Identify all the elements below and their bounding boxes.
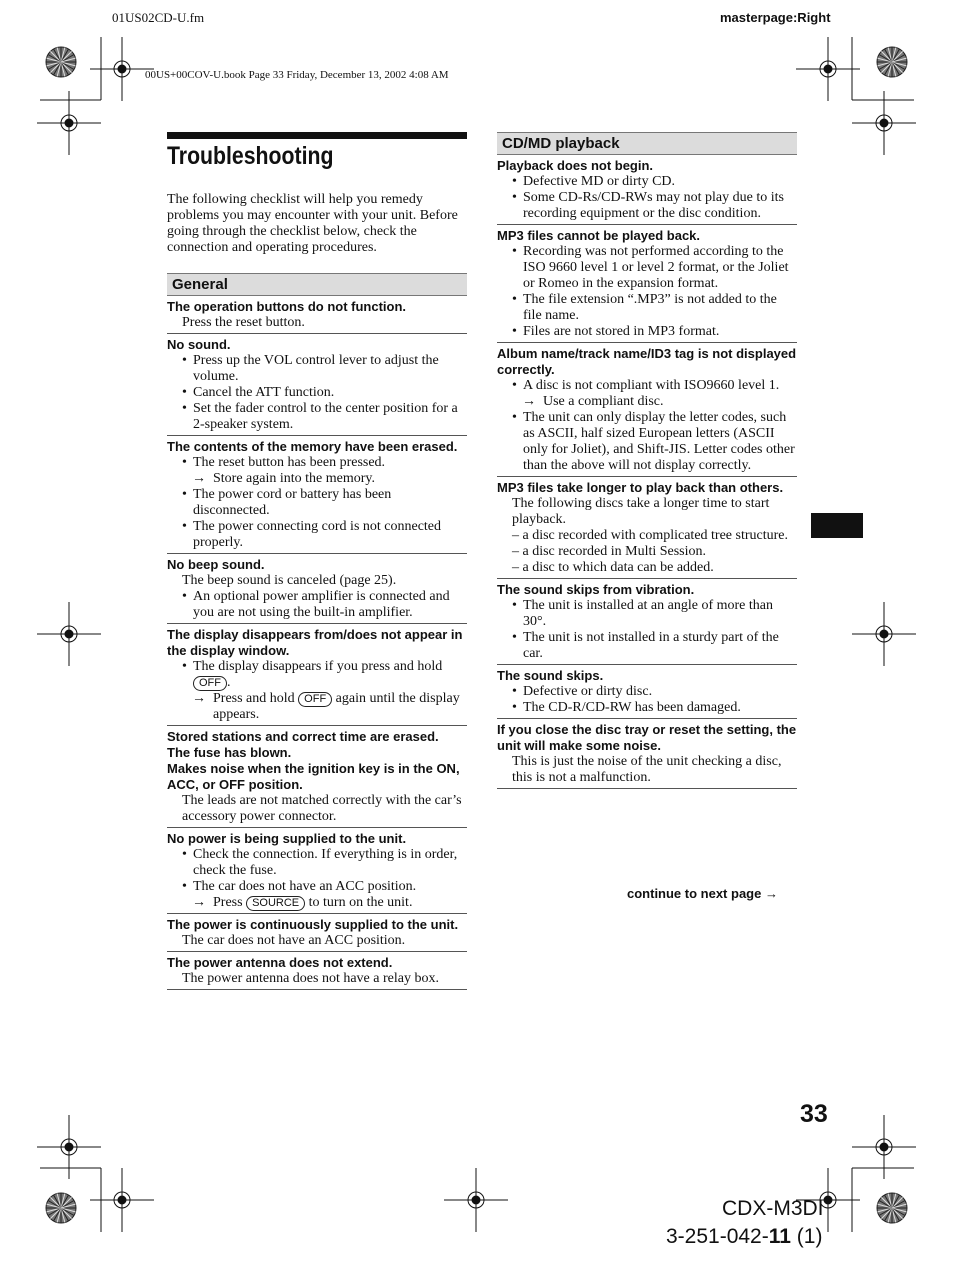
crosshair-mark-icon [37,602,101,666]
starburst-mark-icon [877,1193,907,1223]
arrow-icon: → [192,895,206,910]
bullet-item: • Set the fader control to the center position for a 2-speaker system. [167,401,467,433]
problem-title: Album name/track name/ID3 tag is not displayed correctly. [497,346,797,377]
problem-answer: The beep sound is canceled (page 25). [182,573,397,588]
arrow-icon: → [764,886,778,901]
problem-item [167,554,467,624]
arrow-icon: → [192,471,206,486]
bullet-item: • Files are not stored in MP3 format. [497,324,797,340]
problem-answer: This is just the noise of the unit checking a disc, this is not a malfunction. [512,754,782,785]
bullet-item: • Press up the VOL control lever to adjust the volume. [167,353,467,385]
problem-title: No beep sound. [167,557,265,572]
problem-title: The display disappears from/does not appear in the display window. [167,627,463,658]
remedy-line: → Press and hold OFF again until the display appears. [192,691,460,722]
header-masterpage: masterpage:Right [720,10,831,25]
problem-item [497,155,797,225]
bullet-item: • Check the connection. If everything is in order, check the fuse. [167,847,467,879]
model-name: CDX-M3DI [722,1197,824,1220]
crosshair-mark-icon [852,91,916,155]
problem-title: Stored stations and correct time are erased. [167,729,439,744]
problem-title: MP3 files cannot be played back. [497,228,701,243]
crosshair-mark-icon [37,91,101,155]
problem-item [167,914,467,952]
bullet-item: • Defective MD or dirty CD. [497,174,797,190]
problem-title: The power antenna does not extend. [167,955,393,970]
dash-item: – a disc recorded with complicated tree structure. [512,528,788,543]
problem-title: The operation buttons do not function. [167,299,407,314]
problem-title: No sound. [167,337,231,352]
problem-item [497,477,797,579]
problem-title: The contents of the memory have been erased. [167,439,458,454]
bullet-item: • Some CD-Rs/CD-RWs may not play due to its recording equipment or the disc condition. [497,190,797,222]
bullet-item: • The unit is not installed in a sturdy part of the car. [497,630,797,662]
bullet-item: • The power cord or battery has been disconnected. [167,487,467,519]
problem-item [497,579,797,665]
problem-title: The sound skips from vibration. [497,582,695,597]
starburst-mark-icon [46,47,76,77]
problem-item [497,665,797,719]
book-info-line: 00US+00COV-U.book Page 33 Friday, December 13, 2002 4:08 AM [145,69,449,81]
remedy-line: → Press SOURCE to turn on the unit. [192,895,413,910]
bullet-item: • The unit can only display the letter codes, such as ASCII, half sized European letters (ASCII only for Joliet), and Shift-JIS. Letter codes other than the above will not display correctly. [497,410,797,474]
header-filename: 01US02CD-U.fm [112,10,205,25]
starburst-mark-icon [877,47,907,77]
title-rule [167,132,467,139]
continue-next-page: continue to next page → [627,886,778,901]
problem-item [167,952,467,990]
section-tab-marker [811,513,863,538]
column-right [497,132,797,789]
bullet-item: • Defective or dirty disc. [497,684,797,700]
problem-answer: The following discs take a longer time to start playback. [512,496,770,527]
problem-item [167,726,467,828]
remedy-line: → Use a compliant disc. [522,394,664,409]
bullet-item: • Recording was not performed according to the ISO 9660 level 1 or level 2 format, or the Joliet or Romeo in the expansion format. [497,244,797,292]
bullet-item: • An optional power amplifier is connected and you are not using the built-in amplifier. [167,589,467,621]
crosshair-mark-icon [37,1115,101,1179]
problem-item [167,436,467,554]
problem-title: Playback does not begin. [497,158,654,173]
problem-answer: The car does not have an ACC position. [182,933,406,948]
arrow-icon: → [522,394,536,409]
column-left [167,132,467,990]
page-title: Troubleshooting [167,142,334,170]
crosshair-mark-icon [796,37,860,101]
problem-title: Makes noise when the ignition key is in the ON, ACC, or OFF position. [167,761,460,792]
bullet-item: • A disc is not compliant with ISO9660 level 1. [497,378,797,394]
intro-paragraph: The following checklist will help you remedy problems you may encounter with your unit. Before going through the checklist below, check the connection and operating procedures. [167,192,458,255]
problem-item [497,343,797,477]
problem-item [167,296,467,334]
problem-item [497,225,797,343]
problem-title: MP3 files take longer to play back than others. [497,480,784,495]
bullet-item: • The unit is installed at an angle of more than 30°. [497,598,797,630]
bullet-item: • Cancel the ATT function. [167,385,467,401]
arrow-icon: → [192,691,206,706]
bullet-item: • The CD-R/CD-RW has been damaged. [497,700,797,716]
problem-title: If you close the disc tray or reset the setting, the unit will make some noise. [497,722,797,753]
problem-item [167,334,467,436]
dash-item: – a disc to which data can be added. [512,560,714,575]
part-number: 3-251-042-11 (1) [666,1225,823,1248]
bullet-item: • The file extension “.MP3” is not added to the file name. [497,292,797,324]
source-button-label: SOURCE [246,896,305,911]
dash-item: – a disc recorded in Multi Session. [512,544,707,559]
crosshair-mark-icon [852,602,916,666]
problem-answer: The power antenna does not have a relay box. [182,971,439,986]
crosshair-mark-icon [90,1168,154,1232]
problem-title: The fuse has blown. [167,745,292,760]
off-button-label: OFF [298,692,332,707]
bullet-item: • The car does not have an ACC position. [167,879,467,895]
remedy-line: → Store again into the memory. [192,471,375,486]
problem-item [167,828,467,914]
problem-title: The power is continuously supplied to the unit. [167,917,459,932]
bullet-item: • The display disappears if you press and hold OFF . [167,659,467,691]
crosshair-mark-icon [852,1115,916,1179]
page-number: 33 [800,1100,828,1128]
crosshair-mark-icon [444,1168,508,1232]
problem-title: The sound skips. [497,668,604,683]
problem-item [497,719,797,789]
problem-answer: Press the reset button. [182,315,305,330]
section-heading-general: General [167,273,467,296]
problem-answer: The leads are not matched correctly with the car’s accessory power connector. [182,793,462,824]
section-heading-cdmd: CD/MD playback [497,132,797,155]
bullet-item: • The power connecting cord is not connected properly. [167,519,467,551]
starburst-mark-icon [46,1193,76,1223]
bullet-item: • The reset button has been pressed. [167,455,467,471]
problem-title: No power is being supplied to the unit. [167,831,407,846]
problem-item [167,624,467,726]
off-button-label: OFF [193,676,227,691]
